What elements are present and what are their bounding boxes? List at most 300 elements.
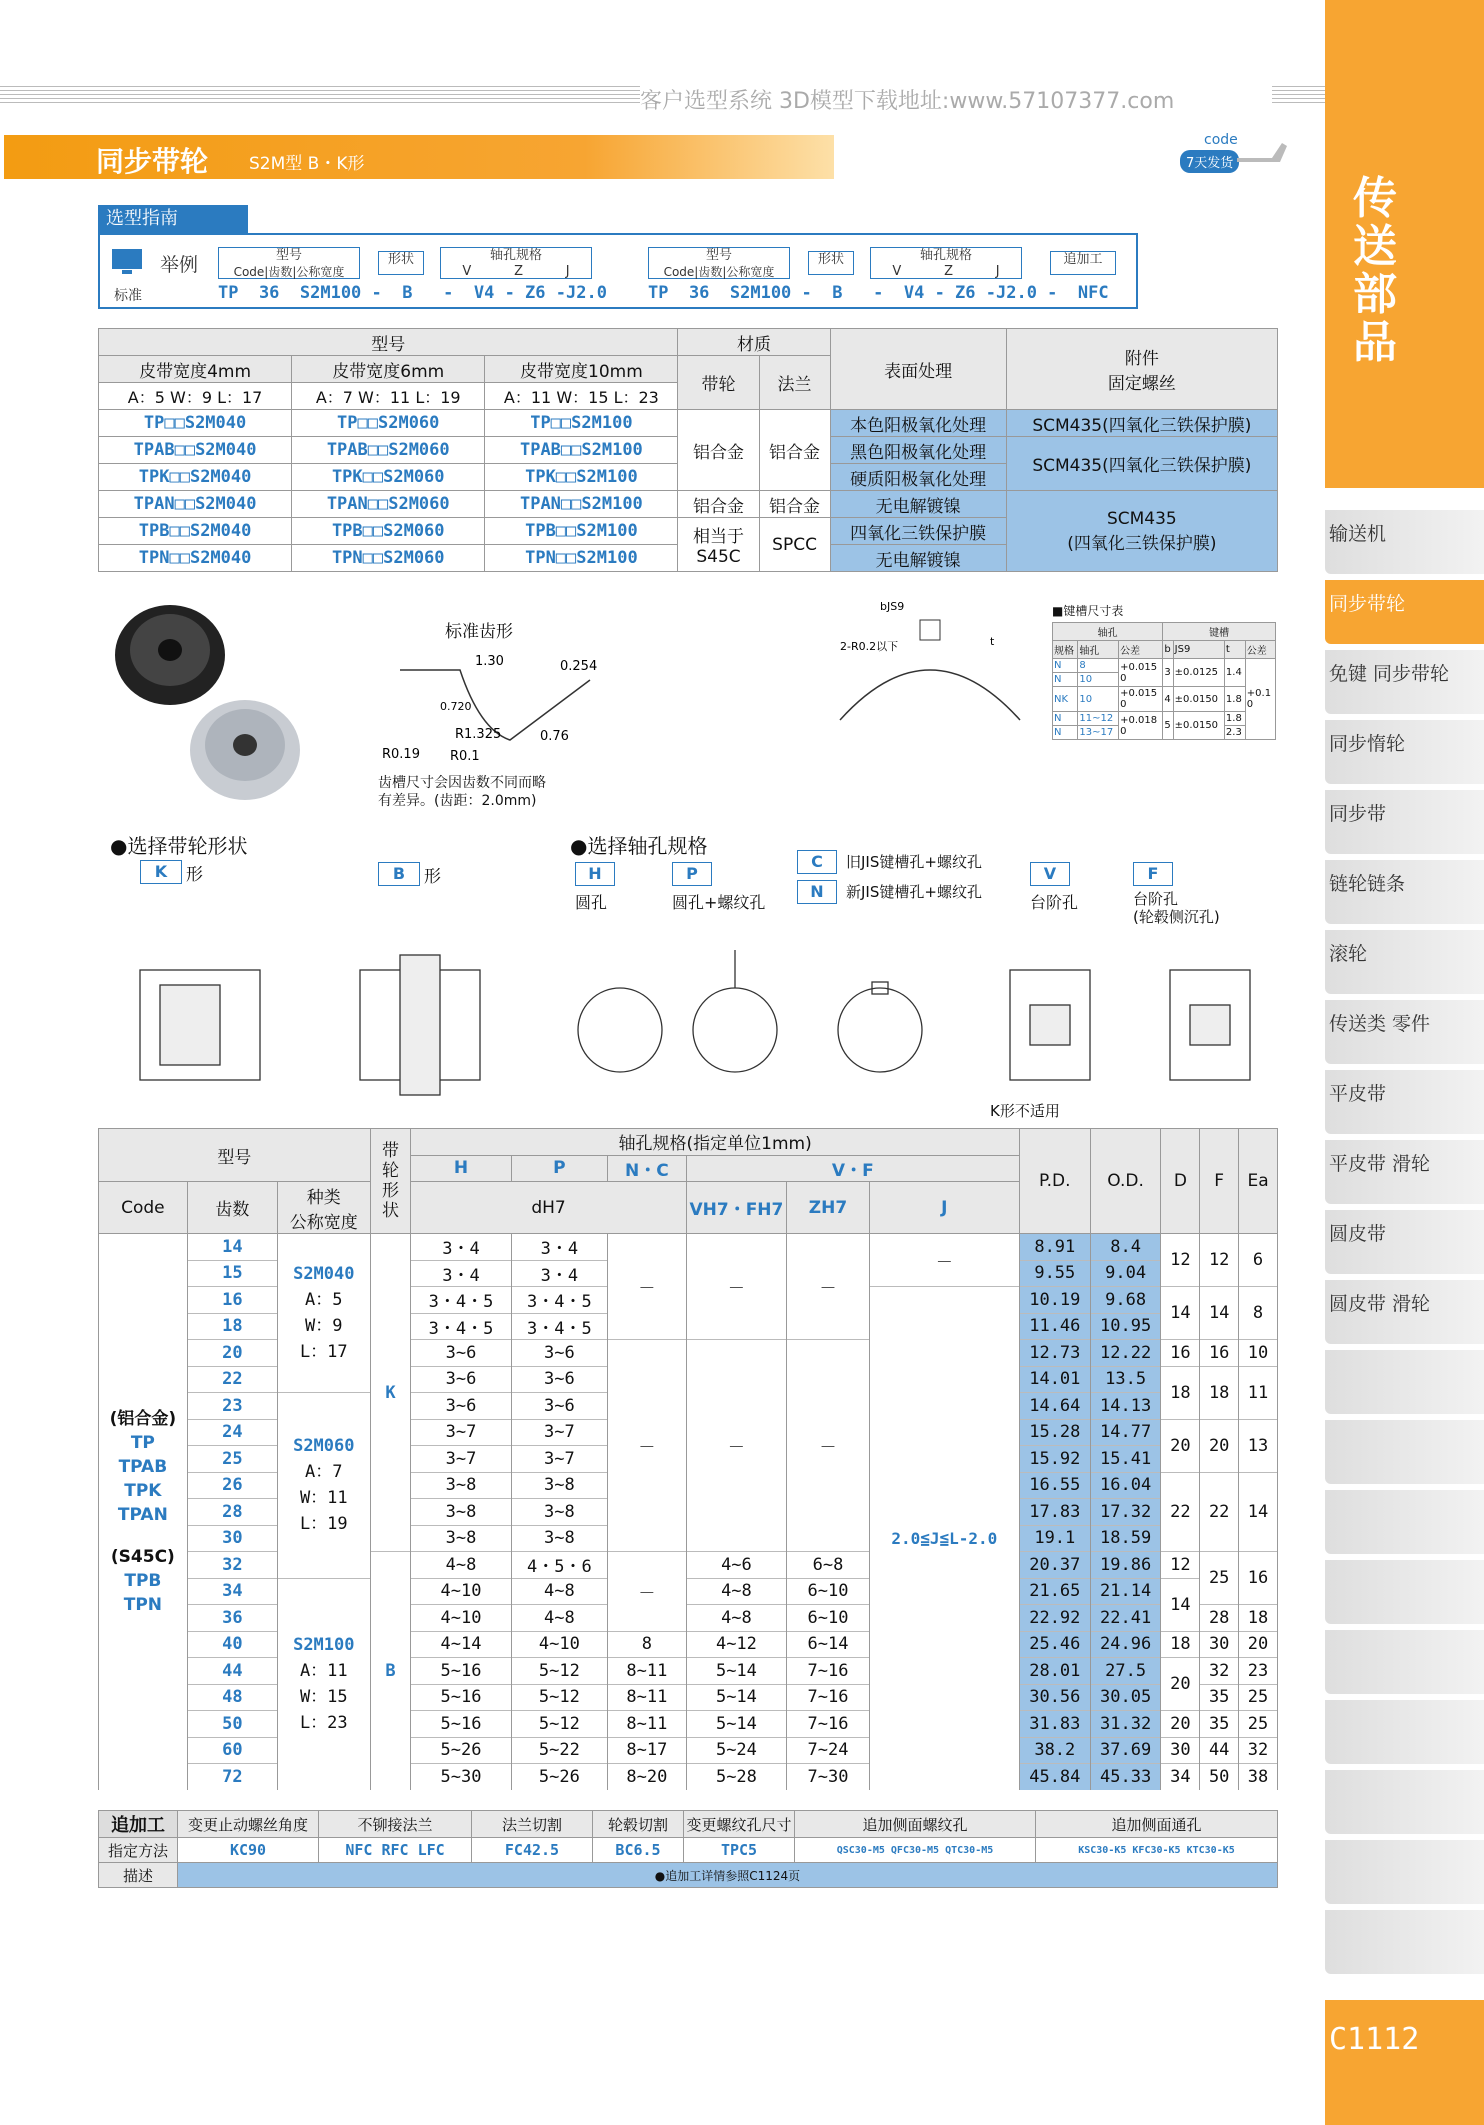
side-tab-empty-5 <box>1325 1630 1484 1694</box>
bore-h-option[interactable]: H <box>575 862 615 886</box>
tooth-dim-2: 0.720 <box>440 700 472 713</box>
st-Ea: 23 <box>1239 1658 1278 1685</box>
st-od: 19.86 <box>1090 1552 1161 1579</box>
st-Ea: 38 <box>1239 1764 1278 1790</box>
st-H: 5~16 <box>411 1684 511 1711</box>
mt-r5-c0: TPN□□S2M040 <box>99 545 292 572</box>
st-od: 12.22 <box>1090 1340 1161 1367</box>
mt-r3-surface: 无电解镀镍 <box>830 491 1006 518</box>
kw-h-tol: 公差 <box>1119 641 1163 659</box>
bore-sel-title: ●选择轴孔规格 <box>570 834 708 858</box>
ex2-h-v: V <box>892 264 902 279</box>
st-h-zh7: ZH7 <box>787 1182 870 1234</box>
st-H: 5~26 <box>411 1737 511 1764</box>
st-H: 5~30 <box>411 1764 511 1790</box>
st-pd: 21.65 <box>1019 1578 1090 1605</box>
bore-f-label: 台阶孔 (轮毂侧沉孔) <box>1133 890 1220 926</box>
st-Z: 7~16 <box>787 1684 870 1711</box>
kw-r3-t: 1.8 <box>1224 712 1245 726</box>
ex2-value: TP 36 S2M100 - B - V4 - Z6 -J2.0 - NFC <box>648 283 1109 303</box>
st-H: 3~7 <box>411 1419 511 1446</box>
st-nc-dash-3: － <box>608 1552 687 1632</box>
ap-h7: 追加侧面通孔 <box>1036 1811 1278 1838</box>
spec-table <box>98 1128 1278 1790</box>
st-shape-b: B <box>370 1552 411 1790</box>
mt-h-model: 型号 <box>99 329 678 356</box>
st-nc-dash-1: － <box>608 1234 687 1340</box>
kw-r0-spec: N <box>1053 659 1078 673</box>
kw-h-d: 轴孔 <box>1078 641 1119 659</box>
mt-h-w6: 皮带宽度6mm <box>292 356 485 383</box>
st-type-line: A：11 <box>299 1661 348 1681</box>
st-D: 14 <box>1161 1578 1200 1631</box>
mt-mat-spcc: SPCC <box>759 518 830 572</box>
kw-r0-d: 8 <box>1078 659 1119 673</box>
side-tab-empty-3 <box>1325 1490 1484 1554</box>
st-type-line: L：19 <box>299 1514 348 1535</box>
spec-row <box>99 1711 1278 1738</box>
st-type-line: L：17 <box>299 1342 348 1362</box>
st-H: 3・4 <box>411 1234 511 1261</box>
st-od: 18.59 <box>1090 1525 1161 1552</box>
kw-r2-t: 1.8 <box>1224 687 1245 712</box>
st-D: 22 <box>1161 1472 1200 1552</box>
kw-r1-d: 10 <box>1078 673 1119 687</box>
st-pd: 38.2 <box>1019 1737 1090 1764</box>
st-Z: 7~24 <box>787 1737 870 1764</box>
st-od: 16.04 <box>1090 1472 1161 1499</box>
side-tab-flat-belt[interactable]: 平皮带 <box>1325 1070 1484 1134</box>
shape-b-option[interactable]: B <box>378 862 420 886</box>
st-code-item: TPB <box>124 1570 162 1591</box>
st-H: 5~16 <box>411 1711 511 1738</box>
st-od: 15.41 <box>1090 1446 1161 1473</box>
st-V: 5~14 <box>686 1711 787 1738</box>
st-teeth: 14 <box>187 1234 277 1261</box>
spec-row <box>99 1578 1278 1605</box>
st-H: 3・4・5 <box>411 1313 511 1340</box>
st-od: 14.77 <box>1090 1419 1161 1446</box>
tooth-dim-076: 0.76 <box>540 729 569 744</box>
page-title: 同步带轮 <box>96 145 209 178</box>
st-Ea: 18 <box>1239 1605 1278 1632</box>
st-H: 3~6 <box>411 1393 511 1420</box>
ex1-h-width: 公称宽度 <box>296 265 345 279</box>
side-tab-timing-pulley[interactable]: 同步带轮 <box>1325 580 1484 644</box>
st-od: 9.68 <box>1090 1287 1161 1314</box>
st-V: 4~8 <box>686 1578 787 1605</box>
ex2-model-box: 型号 Code|齿数|公称宽度 <box>648 247 790 279</box>
side-tab-empty-2 <box>1325 1420 1484 1484</box>
st-Z: 7~16 <box>787 1658 870 1685</box>
st-h-H: H <box>411 1155 511 1182</box>
kw-r0-tol: +0.015 0 <box>1119 659 1163 687</box>
mt-h-pulley: 带轮 <box>678 356 759 410</box>
kw-h-tt: 公差 <box>1245 641 1275 659</box>
st-z-dash-2: － <box>787 1340 870 1552</box>
header-rule-left <box>0 86 640 104</box>
ex1-h-code: Code <box>233 265 265 279</box>
ap-d-label: 描述 <box>99 1863 178 1888</box>
st-type-type_040 <box>277 1234 370 1393</box>
st-h-VF: V・F <box>686 1155 1019 1182</box>
st-teeth: 30 <box>187 1525 277 1552</box>
mt-h-p4: A：5 W：9 L：17 <box>99 383 292 410</box>
ex1-h-teeth: 齿数 <box>268 265 293 279</box>
ex1-h-bore: 轴孔规格 <box>489 248 542 263</box>
standard-label: 标准 <box>114 288 142 304</box>
st-pd: 19.1 <box>1019 1525 1090 1552</box>
mt-r4-c2: TPB□□S2M100 <box>485 518 678 545</box>
kw-r4-t: 2.3 <box>1224 726 1245 740</box>
st-NC: 8~11 <box>608 1658 687 1685</box>
st-P: 3~7 <box>511 1446 607 1473</box>
st-h-type: 种类 公称宽度 <box>277 1182 370 1234</box>
st-F: 50 <box>1200 1764 1239 1790</box>
bore-p-option[interactable]: P <box>672 862 712 886</box>
st-pd: 14.01 <box>1019 1366 1090 1393</box>
mt-r5-c1: TPN□□S2M060 <box>292 545 485 572</box>
ex2-bore-box <box>870 247 1022 279</box>
mt-r0-c1: TP□□S2M060 <box>292 410 485 437</box>
st-NC: 8~20 <box>608 1764 687 1790</box>
st-type-line: W：9 <box>305 1316 343 1336</box>
ap-r-label: 指定方法 <box>99 1838 178 1863</box>
st-z-dash-1: － <box>787 1234 870 1340</box>
st-od: 10.95 <box>1090 1313 1161 1340</box>
st-D: 34 <box>1161 1764 1200 1790</box>
st-NC: 8~11 <box>608 1711 687 1738</box>
st-Ea: 8 <box>1239 1287 1278 1340</box>
st-F: 35 <box>1200 1684 1239 1711</box>
st-Ea: 14 <box>1239 1472 1278 1552</box>
ex2-h-code: Code <box>663 265 695 279</box>
st-pd: 9.55 <box>1019 1260 1090 1287</box>
spec-row <box>99 1605 1278 1632</box>
st-pd: 31.83 <box>1019 1711 1090 1738</box>
page-number: C1112 <box>1329 2022 1420 2057</box>
side-category-block <box>1325 0 1484 488</box>
st-teeth: 44 <box>187 1658 277 1685</box>
mt-mat-al-2: 铝合金 <box>678 491 759 518</box>
side-tab-empty-7 <box>1325 1770 1484 1834</box>
st-type-line: S2M040 <box>293 1264 355 1284</box>
st-h-bore: 轴孔规格(指定单位1mm) <box>411 1129 1020 1156</box>
st-pd: 10.19 <box>1019 1287 1090 1314</box>
mt-r1-c2: TPAB□□S2M100 <box>485 437 678 464</box>
kw-h-t: t <box>1224 641 1245 659</box>
st-Ea: 6 <box>1239 1234 1278 1287</box>
code-badge <box>1172 132 1277 176</box>
st-od: 45.33 <box>1090 1764 1161 1790</box>
shape-k-label: 形 <box>186 865 203 885</box>
ap-h3: 法兰切割 <box>472 1811 593 1838</box>
st-P: 4~8 <box>511 1605 607 1632</box>
st-F: 14 <box>1200 1287 1239 1340</box>
keyway-table <box>1052 622 1276 740</box>
mt-att2: SCM435(四氧化三铁保护膜) <box>1006 437 1277 491</box>
st-od: 31.32 <box>1090 1711 1161 1738</box>
st-pd: 16.55 <box>1019 1472 1090 1499</box>
st-P: 3~7 <box>511 1419 607 1446</box>
side-tab-timing-belt[interactable]: 同步带 <box>1325 790 1484 854</box>
mt-r1-c1: TPAB□□S2M060 <box>292 437 485 464</box>
mt-r5-surface: 无电解镀镍 <box>830 545 1006 572</box>
st-F: 44 <box>1200 1737 1239 1764</box>
bore-n-option[interactable]: N <box>797 880 837 904</box>
kw-r2-tol: +0.015 0 <box>1119 687 1163 712</box>
st-type-line: A：5 <box>305 1290 343 1310</box>
st-NC: 8 <box>608 1631 687 1658</box>
addproc-table <box>98 1810 1278 1888</box>
st-h-NC: N・C <box>608 1155 687 1182</box>
mt-r1-surface: 黑色阳极氧化处理 <box>830 437 1006 464</box>
st-teeth: 72 <box>187 1764 277 1790</box>
st-teeth: 22 <box>187 1366 277 1393</box>
st-D: 12 <box>1161 1234 1200 1287</box>
st-h-Ea: Ea <box>1239 1129 1278 1234</box>
side-tab-transfer-parts[interactable]: 传送类 零件 <box>1325 1000 1484 1064</box>
spec-row <box>99 1684 1278 1711</box>
ap-h6: 追加侧面螺纹孔 <box>795 1811 1036 1838</box>
mt-r5-c2: TPN□□S2M100 <box>485 545 678 572</box>
st-h-vh7: VH7・FH7 <box>686 1182 787 1234</box>
st-teeth: 36 <box>187 1605 277 1632</box>
side-tab-round-belt-pulley[interactable]: 圆皮带 滑轮 <box>1325 1280 1484 1344</box>
st-od: 17.32 <box>1090 1499 1161 1526</box>
st-h-pd: P.D. <box>1019 1129 1090 1234</box>
mt-r2-c2: TPK□□S2M100 <box>485 464 678 491</box>
st-P: 4~8 <box>511 1578 607 1605</box>
kw-r1-spec: N <box>1053 673 1078 687</box>
side-tab-empty-1 <box>1325 1350 1484 1414</box>
st-h-F: F <box>1200 1129 1239 1234</box>
st-Ea: 25 <box>1239 1684 1278 1711</box>
side-tab-idler[interactable]: 同步惰轮 <box>1325 720 1484 784</box>
side-tab-flat-belt-pulley[interactable]: 平皮带 滑轮 <box>1325 1140 1484 1204</box>
guide-tab: 选型指南 <box>98 205 248 233</box>
bore-h-label: 圆孔 <box>575 893 608 912</box>
title-bar <box>4 135 834 179</box>
keyway-title: ■键槽尺寸表 <box>1052 604 1124 618</box>
st-h-teeth: 齿数 <box>187 1182 277 1234</box>
st-P: 4~10 <box>511 1631 607 1658</box>
st-code-item: TP <box>130 1432 155 1453</box>
ex1-h-model: 型号 <box>275 248 302 263</box>
st-Z: 7~16 <box>787 1711 870 1738</box>
mt-h-p6: A：7 W：11 L：19 <box>292 383 485 410</box>
st-F: 32 <box>1200 1658 1239 1685</box>
st-teeth: 16 <box>187 1287 277 1314</box>
kw-r4-d: 13~17 <box>1078 726 1119 740</box>
ex2-h-bore: 轴孔规格 <box>919 248 972 263</box>
st-Z: 6~14 <box>787 1631 870 1658</box>
kw-r2-js9: ±0.0150 <box>1173 687 1224 712</box>
mt-h-attach: 附件 固定螺丝 <box>1006 329 1277 410</box>
st-H: 3~7 <box>411 1446 511 1473</box>
side-tab-keyless-pulley[interactable]: 免键 同步带轮 <box>1325 650 1484 714</box>
st-v-dash-1: － <box>686 1234 787 1340</box>
ap-v2: NFC RFC LFC <box>319 1838 472 1863</box>
mt-mat-al-pulley: 铝合金 <box>678 410 759 491</box>
ex2-h-teeth: 齿数 <box>698 265 723 279</box>
ex2-add-box: 追加工 <box>1050 251 1116 275</box>
st-P: 3~6 <box>511 1393 607 1420</box>
side-tab-sprocket[interactable]: 链轮链条 <box>1325 860 1484 924</box>
st-P: 5~22 <box>511 1737 607 1764</box>
st-code-item: (S45C) <box>110 1546 175 1567</box>
section-drawings <box>110 930 1280 1130</box>
mt-h-surface: 表面处理 <box>830 329 1006 410</box>
st-Z: 6~10 <box>787 1605 870 1632</box>
tooth-dim-r1: R1.325 <box>455 727 502 742</box>
page-number-block <box>1325 2000 1484 2125</box>
st-type-line: W：11 <box>299 1488 348 1509</box>
ap-h4: 轮毂切割 <box>593 1811 684 1838</box>
st-H: 3・4・5 <box>411 1287 511 1314</box>
st-P: 3~6 <box>511 1340 607 1367</box>
tooth-title: 标准齿形 <box>445 622 513 642</box>
spec-row <box>99 1737 1278 1764</box>
spec-row <box>99 1764 1278 1790</box>
st-nc-dash-2: － <box>608 1340 687 1552</box>
st-P: 3~8 <box>511 1499 607 1526</box>
ap-v4: BC6.5 <box>593 1838 684 1863</box>
st-F: 12 <box>1200 1234 1239 1287</box>
bore-f-option[interactable]: F <box>1133 862 1173 886</box>
st-teeth: 18 <box>187 1313 277 1340</box>
bore-n-label: 新JIS键槽孔+螺纹孔 <box>846 883 982 901</box>
st-h-dh7: dH7 <box>411 1182 686 1234</box>
side-tab-round-belt[interactable]: 圆皮带 <box>1325 1210 1484 1274</box>
kw-h-key: 键槽 <box>1163 623 1276 641</box>
truck-icon <box>1232 138 1292 168</box>
st-teeth: 34 <box>187 1578 277 1605</box>
st-H: 3~8 <box>411 1525 511 1552</box>
side-tab-conveyor[interactable]: 输送机 <box>1325 510 1484 574</box>
kw-h-spec: 规格 <box>1053 641 1078 659</box>
st-pd: 8.91 <box>1019 1234 1090 1261</box>
mt-r0-c2: TP□□S2M100 <box>485 410 678 437</box>
st-od: 22.41 <box>1090 1605 1161 1632</box>
st-F: 28 <box>1200 1605 1239 1632</box>
tooth-diagram <box>380 640 600 770</box>
st-teeth: 40 <box>187 1631 277 1658</box>
mt-h-w10: 皮带宽度10mm <box>485 356 678 383</box>
keyway-diagram <box>830 600 1050 730</box>
st-D: 20 <box>1161 1658 1200 1711</box>
bore-c-option[interactable]: C <box>797 850 837 874</box>
kw-r2-b: 4 <box>1163 687 1173 712</box>
kw-r2-d: 10 <box>1078 687 1119 712</box>
st-teeth: 32 <box>187 1552 277 1579</box>
page-subtitle: S2M型 B・K形 <box>249 154 365 174</box>
keyway-label-r: 2-R0.2以下 <box>840 640 899 653</box>
st-V: 4~8 <box>686 1605 787 1632</box>
side-tab-empty-4 <box>1325 1560 1484 1624</box>
kw-h-bore: 轴孔 <box>1053 623 1163 641</box>
st-Z: 6~10 <box>787 1578 870 1605</box>
st-teeth: 15 <box>187 1260 277 1287</box>
mt-h-w4: 皮带宽度4mm <box>99 356 292 383</box>
shape-b-label: 形 <box>424 867 441 887</box>
st-h-belt: 带 轮 形 状 <box>370 1129 411 1234</box>
st-D: 20 <box>1161 1711 1200 1738</box>
ex1-h-z: Z <box>514 264 523 279</box>
st-pd: 11.46 <box>1019 1313 1090 1340</box>
ap-v7: KSC30-K5 KFC30-K5 KTC30-K5 <box>1036 1838 1278 1863</box>
kw-r0-js9: ±0.0125 <box>1173 659 1224 687</box>
st-P: 3~8 <box>511 1525 607 1552</box>
st-shape-k: K <box>370 1234 411 1552</box>
side-tab-empty-9 <box>1325 1910 1484 1974</box>
st-Ea: 16 <box>1239 1552 1278 1605</box>
st-od: 9.04 <box>1090 1260 1161 1287</box>
mt-h-material: 材质 <box>678 329 830 356</box>
spec-row <box>99 1340 1278 1367</box>
st-P: 3・4・5 <box>511 1313 607 1340</box>
st-pd: 22.92 <box>1019 1605 1090 1632</box>
st-teeth: 60 <box>187 1737 277 1764</box>
st-Ea: 20 <box>1239 1631 1278 1658</box>
st-type-type_100 <box>277 1578 370 1790</box>
st-V: 5~14 <box>686 1684 787 1711</box>
st-od: 21.14 <box>1090 1578 1161 1605</box>
ex2-h-width: 公称宽度 <box>726 265 775 279</box>
bore-v-option[interactable]: V <box>1030 862 1070 886</box>
st-Ea: 13 <box>1239 1419 1278 1472</box>
st-D: 12 <box>1161 1552 1200 1579</box>
st-type-line: L：23 <box>299 1713 348 1733</box>
st-code-col <box>99 1234 188 1790</box>
st-P: 5~12 <box>511 1711 607 1738</box>
st-type-type_060 <box>277 1393 370 1579</box>
st-od: 37.69 <box>1090 1737 1161 1764</box>
mt-r0-c0: TP□□S2M040 <box>99 410 292 437</box>
kw-r0-t: 1.4 <box>1224 659 1245 687</box>
st-P: 3・4 <box>511 1234 607 1261</box>
st-type-line: W：15 <box>299 1687 348 1707</box>
shape-k-option[interactable]: K <box>140 860 182 884</box>
st-P: 3~8 <box>511 1472 607 1499</box>
st-teeth: 28 <box>187 1499 277 1526</box>
mt-att1: SCM435(四氧化三铁保护膜) <box>1006 410 1277 437</box>
st-Ea: 11 <box>1239 1366 1278 1419</box>
mt-r1-c0: TPAB□□S2M040 <box>99 437 292 464</box>
st-P: 3・4 <box>511 1260 607 1287</box>
st-j-dash: － <box>869 1234 1019 1287</box>
st-P: 3~6 <box>511 1366 607 1393</box>
spec-row <box>99 1552 1278 1579</box>
st-od: 24.96 <box>1090 1631 1161 1658</box>
tooth-dim-r01: R0.1 <box>450 749 480 764</box>
st-H: 4~10 <box>411 1578 511 1605</box>
tooth-note: 齿槽尺寸会因齿数不同而略 有差异。(齿距：2.0mm) <box>378 775 546 809</box>
mt-h-p10: A：11 W：15 L：23 <box>485 383 678 410</box>
st-H: 4~8 <box>411 1552 511 1579</box>
mt-r4-c0: TPB□□S2M040 <box>99 518 292 545</box>
mt-mat-s45c: 相当于 S45C <box>678 518 759 572</box>
ex1-bore-box <box>440 247 592 279</box>
tooth-dim-r019: R0.19 <box>382 747 420 762</box>
st-pd: 30.56 <box>1019 1684 1090 1711</box>
keyway-label-t: t <box>990 635 995 648</box>
ex1-value: TP 36 S2M100 - B - V4 - Z6 -J2.0 <box>218 283 607 303</box>
st-Z: 6~8 <box>787 1552 870 1579</box>
st-teeth: 50 <box>187 1711 277 1738</box>
side-tab-roller[interactable]: 滚轮 <box>1325 930 1484 994</box>
bore-p-label: 圆孔+螺纹孔 <box>672 893 766 912</box>
